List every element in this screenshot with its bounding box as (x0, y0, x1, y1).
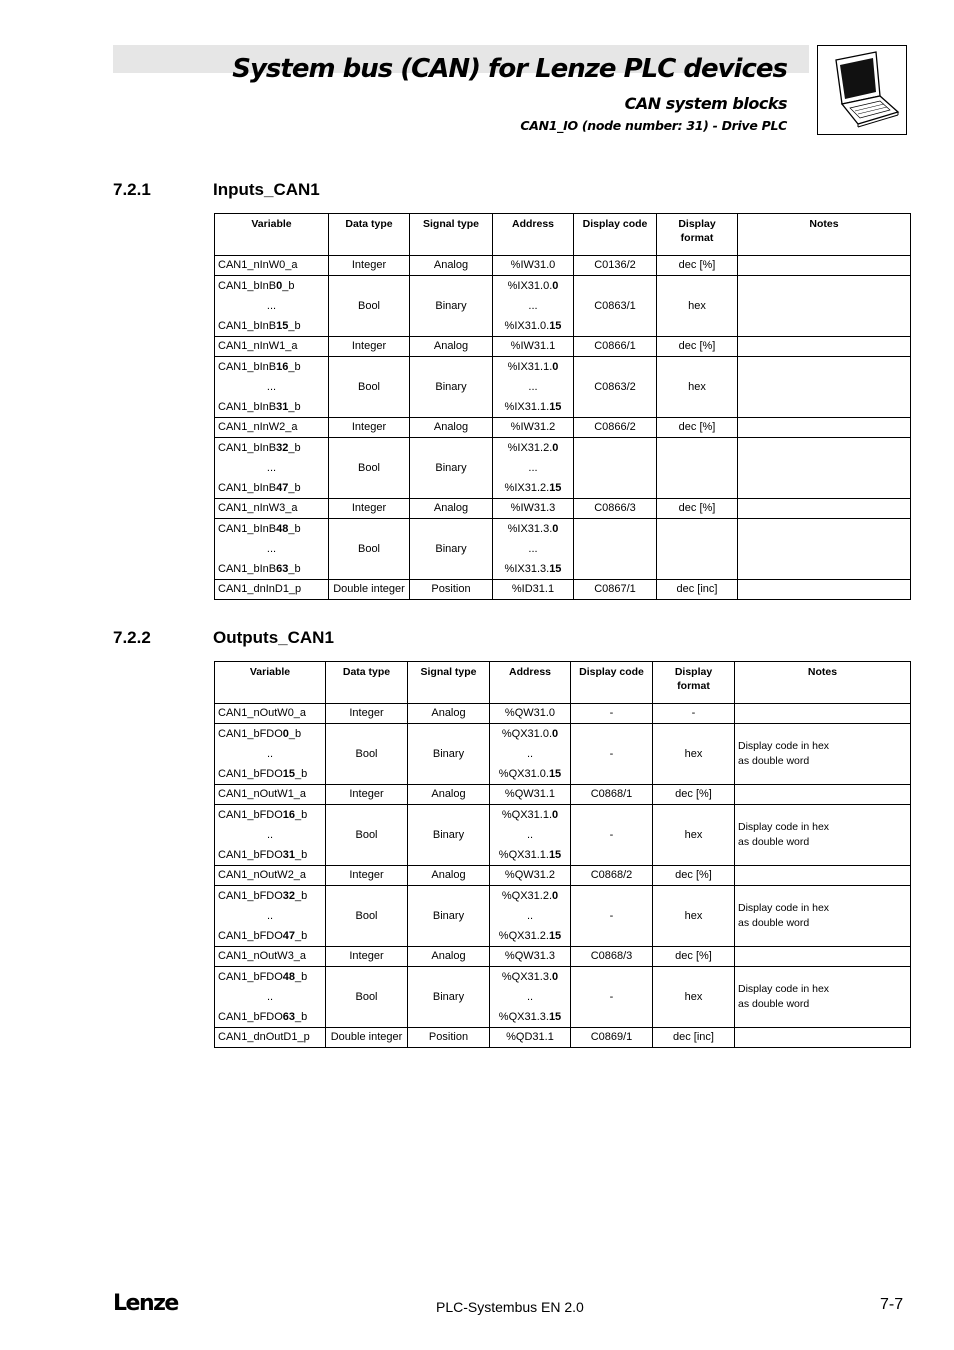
cell-address: %IW31.0 (493, 256, 574, 276)
cell-signal-type: Binary (408, 805, 490, 866)
address-range-dots: .. (526, 748, 534, 760)
cell-data-type: Bool (329, 357, 410, 418)
col-signal-type-header: Signal type (408, 662, 490, 704)
bit-index: 0 (282, 728, 289, 740)
bit-index: 15 (548, 1011, 562, 1023)
cell-display-format: dec [%] (657, 418, 738, 438)
section-subtitle: CAN1_IO (node number: 31) - Drive PLC (520, 118, 787, 133)
cell-variable: CAN1_nInW3_a (215, 499, 329, 519)
cell-signal-type: Analog (408, 866, 490, 886)
cell-notes (738, 580, 911, 600)
variable-range-dots: .. (266, 829, 274, 841)
cell-data-type: Double integer (329, 580, 410, 600)
variable-first: CAN1_bFDO32_b (218, 890, 308, 902)
variable-last: CAN1_bInB31_b (218, 401, 301, 413)
address-last: %IX31.1.15 (504, 401, 562, 413)
cell-notes (738, 438, 911, 499)
col-data-type-header: Data type (329, 214, 410, 256)
cell-display-code: C0869/1 (571, 1028, 653, 1048)
cell-signal-type: Analog (410, 256, 493, 276)
cell-variable: CAN1_nOutW2_a (215, 866, 326, 886)
cell-signal-type: Binary (408, 886, 490, 947)
bit-index: 48 (282, 971, 296, 983)
bit-index: 15 (549, 482, 562, 494)
section-title-outputs: Outputs_CAN1 (213, 628, 334, 647)
section-title-inputs: Inputs_CAN1 (213, 180, 320, 199)
section-number-inputs: 7.2.1 (113, 180, 151, 199)
cell-display-code: C0866/2 (574, 418, 657, 438)
notes-line: as double word (738, 836, 810, 848)
variable-range-dots: ... (266, 300, 277, 312)
col-data-type-header: Data type (326, 662, 408, 704)
cell-display-code: C0866/1 (574, 337, 657, 357)
cell-data-type: Integer (329, 256, 410, 276)
notes-line: as double word (738, 998, 810, 1010)
cell-signal-type: Analog (410, 337, 493, 357)
cell-variable: CAN1_nInW1_a (215, 337, 329, 357)
bit-index: 16 (276, 361, 289, 373)
cell-display-format: dec [%] (653, 866, 735, 886)
address-last: %IX31.0.15 (504, 320, 562, 332)
cell-display-format: dec [inc] (657, 580, 738, 600)
address-last: %QX31.2.15 (498, 930, 562, 942)
bit-index: 0 (552, 442, 559, 454)
cell-display-code: - (571, 724, 653, 785)
cell-display-format: dec [%] (657, 256, 738, 276)
cell-notes (738, 337, 911, 357)
cell-address (493, 357, 574, 418)
address-first: %IX31.1.0 (507, 361, 559, 373)
cell-display-format: hex (653, 724, 735, 785)
cell-data-type: Bool (329, 438, 410, 499)
cell-variable (215, 438, 329, 499)
cell-display-format: hex (653, 886, 735, 947)
cell-address (490, 805, 571, 866)
bit-index: 31 (282, 849, 296, 861)
table-row (215, 418, 911, 438)
cell-address (493, 276, 574, 337)
cell-data-type: Bool (326, 967, 408, 1028)
table-row (215, 1028, 911, 1048)
variable-range-dots: ... (266, 462, 277, 474)
col-variable-header: Variable (215, 662, 326, 704)
cell-signal-type: Position (410, 580, 493, 600)
cell-signal-type: Binary (408, 967, 490, 1028)
cell-address (490, 967, 571, 1028)
cell-signal-type: Analog (408, 947, 490, 967)
chapter-subtitle: CAN system blocks (624, 94, 787, 113)
cell-variable (215, 519, 329, 580)
cell-display-format: dec [%] (653, 947, 735, 967)
address-last: %IX31.3.15 (504, 563, 562, 575)
variable-first: CAN1_bInB16_b (218, 361, 301, 373)
cell-display-code: C0867/1 (574, 580, 657, 600)
cell-display-code: C0866/3 (574, 499, 657, 519)
address-range-dots: ... (528, 381, 538, 393)
address-range-dots: ... (528, 300, 538, 312)
bit-index: 32 (282, 890, 296, 902)
cell-address: %QD31.1 (490, 1028, 571, 1048)
cell-signal-type: Analog (408, 785, 490, 805)
bit-index: 47 (276, 482, 289, 494)
notes-line: Display code in hex (738, 902, 830, 914)
cell-data-type: Integer (326, 785, 408, 805)
bit-index: 15 (276, 320, 289, 332)
notes-line: Display code in hex (738, 983, 830, 995)
variable-last: CAN1_bInB63_b (218, 563, 301, 575)
cell-notes (735, 967, 911, 1028)
table-row (215, 724, 911, 785)
cell-signal-type: Binary (410, 357, 493, 418)
cell-display-code: - (571, 967, 653, 1028)
bit-index: 48 (276, 523, 289, 535)
cell-data-type: Integer (326, 704, 408, 724)
cell-address (493, 438, 574, 499)
cell-display-code (574, 438, 657, 499)
cell-variable: CAN1_dnInD1_p (215, 580, 329, 600)
variable-last: CAN1_bFDO47_b (218, 930, 308, 942)
bit-index: 16 (282, 809, 296, 821)
variable-first: CAN1_bFDO16_b (218, 809, 308, 821)
cell-data-type: Integer (329, 337, 410, 357)
cell-data-type: Bool (329, 519, 410, 580)
address-range-dots: .. (526, 829, 534, 841)
address-first: %QX31.0.0 (501, 728, 559, 740)
bit-index: 15 (282, 768, 296, 780)
cell-notes (735, 805, 911, 866)
notes-line: as double word (738, 755, 810, 767)
cell-display-format: hex (657, 357, 738, 418)
cell-data-type: Integer (326, 866, 408, 886)
cell-signal-type: Analog (408, 704, 490, 724)
variable-last: CAN1_bFDO63_b (218, 1011, 308, 1023)
cell-display-format: dec [inc] (653, 1028, 735, 1048)
cell-display-format: dec [%] (657, 499, 738, 519)
cell-data-type: Bool (326, 886, 408, 947)
bit-index: 0 (552, 809, 559, 821)
cell-address: %QW31.1 (490, 785, 571, 805)
bit-index: 15 (548, 768, 562, 780)
cell-notes (735, 785, 911, 805)
cell-notes (738, 276, 911, 337)
variable-range-dots: ... (266, 543, 277, 555)
variable-first: CAN1_bInB0_b (218, 280, 295, 292)
col-notes-header: Notes (735, 662, 911, 704)
cell-notes (738, 256, 911, 276)
col-address-header: Address (493, 214, 574, 256)
cell-display-format: hex (657, 276, 738, 337)
table-row (215, 580, 911, 600)
bit-index: 15 (549, 320, 562, 332)
cell-display-code: C0863/2 (574, 357, 657, 418)
cell-variable: CAN1_nOutW1_a (215, 785, 326, 805)
notes-line: Display code in hex (738, 821, 830, 833)
cell-display-code: C0868/3 (571, 947, 653, 967)
bit-index: 15 (548, 849, 562, 861)
bit-index: 0 (552, 971, 559, 983)
cell-signal-type: Binary (410, 519, 493, 580)
cell-variable (215, 724, 326, 785)
cell-address: %IW31.2 (493, 418, 574, 438)
bit-index: 0 (552, 728, 559, 740)
cell-notes (735, 704, 911, 724)
cell-notes (738, 357, 911, 418)
cell-display-code: C0136/2 (574, 256, 657, 276)
cell-signal-type: Binary (410, 276, 493, 337)
address-last: %IX31.2.15 (504, 482, 562, 494)
cell-display-code: C0863/1 (574, 276, 657, 337)
bit-index: 0 (552, 361, 559, 373)
table-row (215, 805, 911, 866)
col-signal-type-header: Signal type (410, 214, 493, 256)
address-first: %QX31.1.0 (501, 809, 559, 821)
cell-notes (735, 947, 911, 967)
cell-address (490, 724, 571, 785)
variable-first: CAN1_bInB48_b (218, 523, 301, 535)
bit-index: 15 (549, 401, 562, 413)
address-last: %QX31.3.15 (498, 1011, 562, 1023)
variable-last: CAN1_bInB47_b (218, 482, 301, 494)
table-header-row (215, 662, 911, 704)
table-row (215, 785, 911, 805)
bit-index: 15 (549, 563, 562, 575)
table-row (215, 357, 911, 418)
cell-display-code: - (571, 704, 653, 724)
cell-variable: CAN1_nInW2_a (215, 418, 329, 438)
notes-line: Display code in hex (738, 740, 830, 752)
variable-last: CAN1_bFDO31_b (218, 849, 308, 861)
table-row (215, 947, 911, 967)
bit-index: 47 (282, 930, 296, 942)
cell-data-type: Double integer (326, 1028, 408, 1048)
section-number-outputs: 7.2.2 (113, 628, 151, 647)
table-row (215, 499, 911, 519)
address-first: %IX31.2.0 (507, 442, 559, 454)
col-display-code-header: Display code (574, 214, 657, 256)
cell-address: %QW31.0 (490, 704, 571, 724)
table-row (215, 337, 911, 357)
cell-address: %ID31.1 (493, 580, 574, 600)
address-first: %IX31.0.0 (507, 280, 559, 292)
cell-data-type: Integer (329, 499, 410, 519)
cell-address: %IW31.3 (493, 499, 574, 519)
address-range-dots: .. (526, 910, 534, 922)
notes-line: as double word (738, 917, 810, 929)
bit-index: 31 (276, 401, 289, 413)
address-first: %IX31.3.0 (507, 523, 559, 535)
lenze-logo: Lenze (113, 1291, 178, 1316)
cell-variable (215, 805, 326, 866)
bit-index: 0 (552, 523, 559, 535)
table-row (215, 967, 911, 1028)
table-row (215, 438, 911, 499)
address-first: %QX31.3.0 (501, 971, 559, 983)
cell-display-format (657, 519, 738, 580)
cell-display-format (657, 438, 738, 499)
address-range-dots: ... (528, 543, 538, 555)
variable-first: CAN1_bFDO48_b (218, 971, 308, 983)
cell-notes (735, 1028, 911, 1048)
cell-signal-type: Binary (408, 724, 490, 785)
cell-address: %QW31.3 (490, 947, 571, 967)
cell-display-format: dec [%] (653, 785, 735, 805)
variable-first: CAN1_bFDO0_b (218, 728, 302, 740)
address-first: %QX31.2.0 (501, 890, 559, 902)
cell-notes (735, 886, 911, 947)
page-number: 7-7 (880, 1296, 904, 1313)
cell-variable (215, 967, 326, 1028)
table-row (215, 256, 911, 276)
footer-doc-name: PLC-Systembus EN 2.0 (436, 1299, 584, 1315)
cell-signal-type: Position (408, 1028, 490, 1048)
bit-index: 32 (276, 442, 289, 454)
cell-data-type: Integer (329, 418, 410, 438)
table-row (215, 886, 911, 947)
table-row (215, 519, 911, 580)
cell-signal-type: Analog (410, 418, 493, 438)
cell-variable (215, 357, 329, 418)
cell-display-format: - (653, 704, 735, 724)
col-display-format-header: Display format (653, 662, 735, 704)
cell-notes (735, 724, 911, 785)
cell-data-type: Integer (326, 947, 408, 967)
col-address-header: Address (490, 662, 571, 704)
cell-data-type: Bool (326, 805, 408, 866)
cell-address: %QW31.2 (490, 866, 571, 886)
cell-display-format: hex (653, 967, 735, 1028)
cell-variable (215, 276, 329, 337)
table-row (215, 704, 911, 724)
col-variable-header: Variable (215, 214, 329, 256)
col-display-code-header: Display code (571, 662, 653, 704)
variable-range-dots: .. (266, 991, 274, 1003)
variable-last: CAN1_bInB15_b (218, 320, 301, 332)
cell-notes (738, 499, 911, 519)
cell-display-format: hex (653, 805, 735, 866)
address-last: %QX31.0.15 (498, 768, 562, 780)
cell-variable: CAN1_nOutW0_a (215, 704, 326, 724)
cell-address (493, 519, 574, 580)
cell-variable (215, 886, 326, 947)
cell-address (490, 886, 571, 947)
cell-display-code: - (571, 886, 653, 947)
cell-variable: CAN1_nInW0_a (215, 256, 329, 276)
cell-address: %IW31.1 (493, 337, 574, 357)
cell-signal-type: Analog (410, 499, 493, 519)
variable-last: CAN1_bFDO15_b (218, 768, 308, 780)
cell-notes (738, 418, 911, 438)
bit-index: 0 (552, 280, 559, 292)
variable-range-dots: ... (266, 381, 277, 393)
laptop-icon-box (817, 45, 907, 135)
cell-display-code: C0868/2 (571, 866, 653, 886)
cell-notes (735, 866, 911, 886)
variable-range-dots: .. (266, 748, 274, 760)
inputs-table (214, 213, 911, 600)
cell-display-code: - (571, 805, 653, 866)
variable-first: CAN1_bInB32_b (218, 442, 301, 454)
table-row (215, 276, 911, 337)
table-row (215, 866, 911, 886)
cell-variable: CAN1_nOutW3_a (215, 947, 326, 967)
address-last: %QX31.1.15 (498, 849, 562, 861)
bit-index: 63 (276, 563, 289, 575)
bit-index: 15 (548, 930, 562, 942)
col-notes-header: Notes (738, 214, 911, 256)
cell-display-code (574, 519, 657, 580)
cell-data-type: Bool (326, 724, 408, 785)
cell-data-type: Bool (329, 276, 410, 337)
table-header-row (215, 214, 911, 256)
cell-display-format: dec [%] (657, 337, 738, 357)
outputs-table (214, 661, 911, 1048)
cell-display-code: C0868/1 (571, 785, 653, 805)
cell-variable: CAN1_dnOutD1_p (215, 1028, 326, 1048)
bit-index: 0 (276, 280, 283, 292)
variable-range-dots: .. (266, 910, 274, 922)
page-title: System bus (CAN) for Lenze PLC devices (232, 54, 787, 84)
cell-signal-type: Binary (410, 438, 493, 499)
bit-index: 0 (552, 890, 559, 902)
cell-notes (738, 519, 911, 580)
bit-index: 63 (282, 1011, 296, 1023)
address-range-dots: ... (528, 462, 538, 474)
laptop-icon (818, 46, 908, 136)
col-display-format-header: Display format (657, 214, 738, 256)
address-range-dots: .. (526, 991, 534, 1003)
